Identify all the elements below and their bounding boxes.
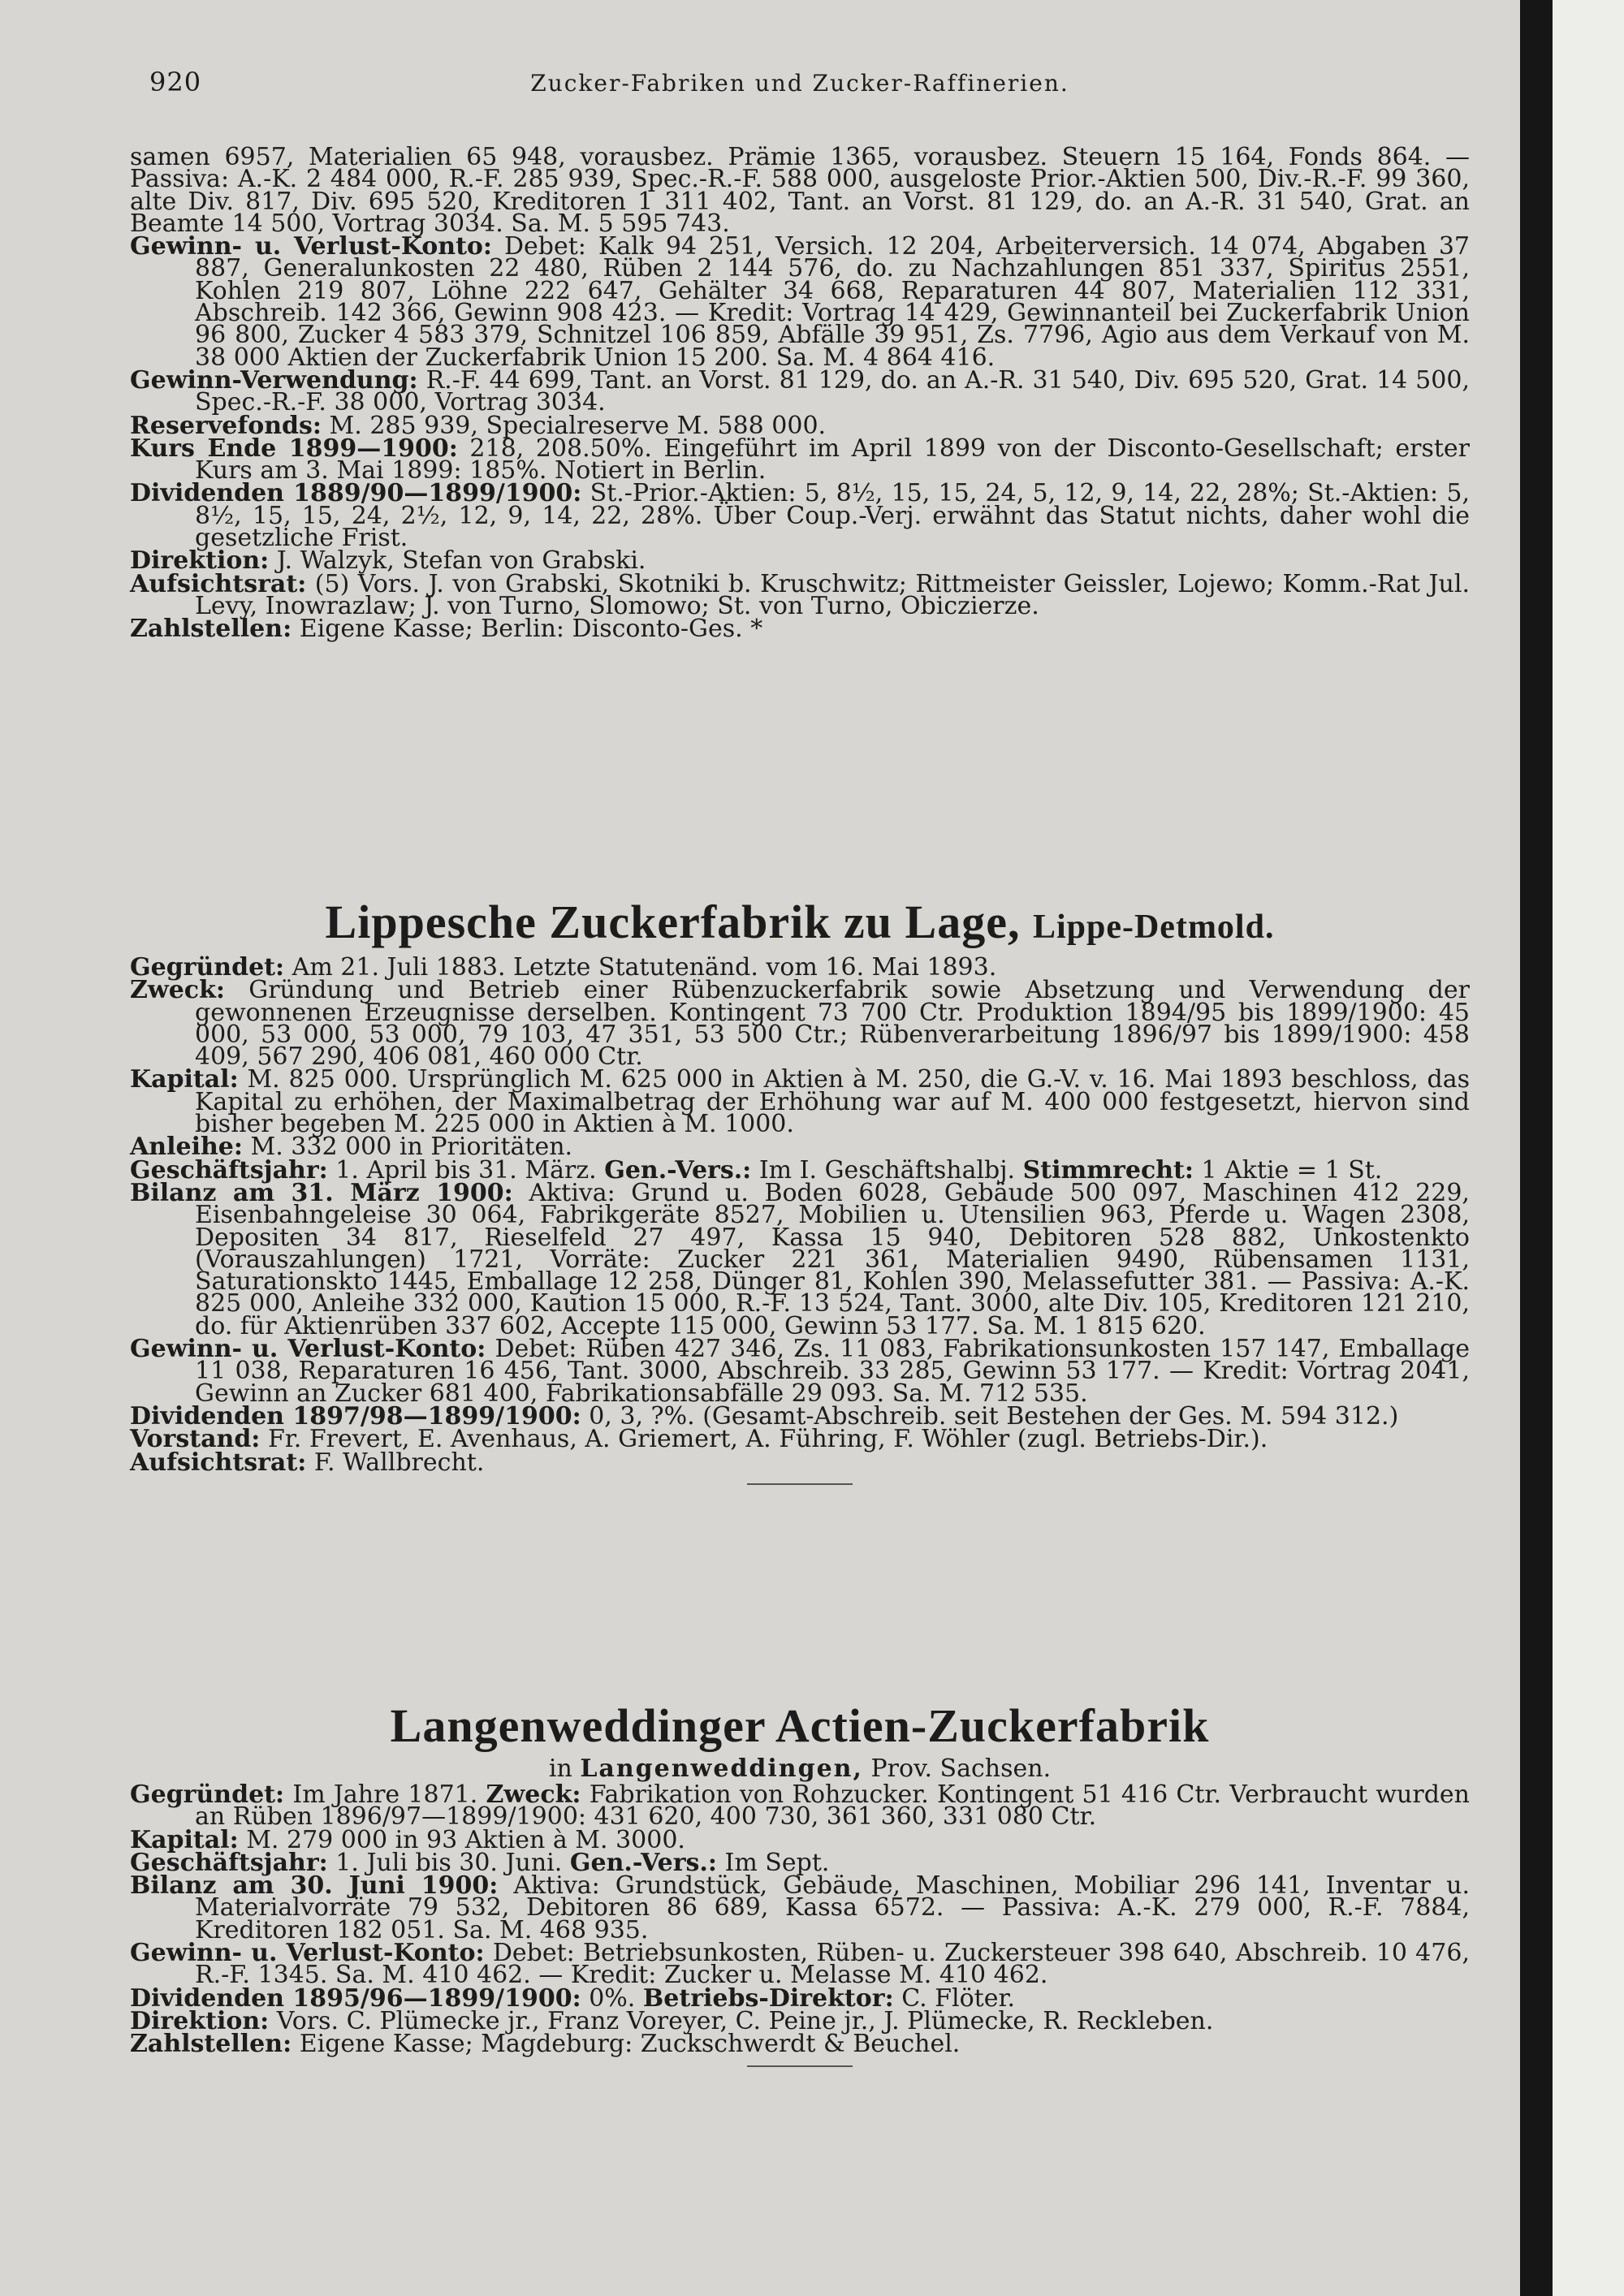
entry-reservefonds: Reservefonds: M. 285 939, Specialreserve M. 588 000. <box>130 411 827 440</box>
page-number: 920 <box>149 67 202 97</box>
entry-gewinn-verlust: Gewinn- u. Verlust-Konto: Debet: Rüben 427 346, Zs. 11 083, Fabrikationsunkosten 157 147, Emballage 11 038, Reparaturen 16 456, Tant. 3000, Abschreib. 33 285, Gewinn 53 177. — Kredit: Vortrag 2041, Gewinn an Zucker 681 400, Fabrikationsabfälle 29 093. Sa. M. 712 535. <box>130 1335 1470 1408</box>
entry-anleihe: Anleihe: M. 332 000 in Prioritäten. <box>130 1133 573 1162</box>
balance-continuation: samen 6957, Materialien 65 948, vorausbez. Prämie 1365, vorausbez. Steuern 15 164, Fonds 864. — Passiva: A.-K. 2 484 000, R.-F. 285 939, Spec.-R.-F. 588 000, ausgeloste Prior.-Aktien 500, Div.-R.-F. 99 360, alte Div. 817, Div. 695 520, Kreditoren 1 311 402, Tant. an Vorst. 81 129, do. an A.-R. 31 540, Grat. an Beamte 14 500, Vortrag 3034. Sa. M. 5 595 743. <box>130 143 1470 238</box>
entry-aufsichtsrat: Aufsichtsrat: F. Wallbrecht. <box>130 1448 485 1477</box>
entry-zweck: Zweck: Gründung und Betrieb einer Rübenzuckerfabrik sowie Absetzung und Verwendung der gewonnenen Erzeugnisse derselben. Kontingent 73 700 Ctr. Produktion 1894/95 bis 1899/1900: 45 000, 53 000, 53 000, 79 103, 47 351, 53 500 Ctr.; Rübenverarbeitung 1896/97 bis 1899/1900: 458 409, 567 290, 406 081, 460 000 Ctr. <box>130 976 1470 1072</box>
entry-direktion: Direktion: J. Walzyk, Stefan von Grabski. <box>130 546 646 576</box>
entry-direktion: Direktion: Vors. C. Plümecke jr., Franz Voreyer, C. Peine jr., J. Plümecke, R. Reckleben. <box>130 2006 1214 2035</box>
entry-bilanz: Bilanz am 30. Juni 1900: Aktiva: Grundstück, Gebäude, Maschinen, Mobiliar 296 141, Inventar u. Materialvorräte 79 532, Debitoren 86 689, Kassa 6572. — Passiva: A.-K. 279 000, R.-F. 7884, Kreditoren 182 051. Sa. M. 468 935. <box>130 1871 1471 1944</box>
company-location: in Langenweddingen, Prov. Sachsen. <box>548 1754 1052 1783</box>
entry-gewinn-verlust: Gewinn- u. Verlust-Konto: Debet: Betriebsunkosten, Rüben- u. Zuckersteuer 398 640, Abschreib. 10 476, R.-F. 1345. Sa. M. 410 462. — Kredit: Zucker u. Melasse M. 410 462. <box>130 1939 1470 1990</box>
running-header <box>130 67 1470 115</box>
entry-gegruendet: Gegründet: Im Jahre 1871. Zweck: Fabrikation von Rohzucker. Kontingent 51 416 Ctr. Verbraucht wurden an Rüben 1896/97—1899/1900: 431 620, 400 730, 361 360, 331 080 Ctr. <box>130 1780 1470 1832</box>
section-divider <box>747 1483 853 1485</box>
entry-dividenden: Dividenden 1897/98—1899/1900: 0, 3, ?%. (Gesamt-Abschreib. seit Bestehen der Ges. M. 594 312.) <box>130 1401 1399 1431</box>
entry-gewinn-verlust: Gewinn- u. Verlust-Konto: Debet: Kalk 94 251, Versich. 12 204, Arbeiterversich. 14 074, Abgaben 37 887, Generalunkosten 22 480, Rüben 2 144 576, do. zu Nachzahlungen 851 337, Spiritus 2551, Kohlen 219 807, Löhne 222 647, Gehälter 34 668, Reparaturen 44 807, Materialien 112 331, Abschreib. 142 366, Gewinn 908 423. — Kredit: Vortrag 14 429, Gewinnanteil bei Zuckerfabrik Union 96 800, Zucker 4 583 379, Schnitzel 106 859, Abfälle 39 951, Zs. 7796, Agio aus dem Verkauf von M. 38 000 Aktien der Zuckerfabrik Union 15 200. Sa. M. 4 864 416. <box>130 232 1470 372</box>
entry-geschaeftsjahr: Geschäftsjahr: 1. April bis 31. März. Gen.-Vers.: Im I. Geschäftshalbj. Stimmrecht: 1 Aktie = 1 St. <box>130 1155 1383 1185</box>
entry-aufsichtsrat: Aufsichtsrat: (5) Vors. J. von Grabski, Skotniki b. Kruschwitz; Rittmeister Geissler, Lojewo; Komm.-Rat Jul. Levy, Inowrazlaw; J. von Turno, Slomowo; St. von Turno, Obiczierze. <box>130 569 1470 620</box>
running-title: Zucker-Fabriken und Zucker-Raffinerien. <box>530 70 1069 97</box>
entry-vorstand: Vorstand: Fr. Frevert, E. Avenhaus, A. Griemert, A. Führing, F. Wöhler (zugl. Betriebs-Dir.). <box>130 1425 1268 1454</box>
entry-kapital: Kapital: M. 825 000. Ursprünglich M. 625 000 in Aktien à M. 250, die G.-V. v. 16. Mai 1893 beschloss, das Kapital zu erhöhen, der Maximalbetrag der Erhöhung war auf M. 400 000 festgesetzt, hiervon sind bisher begeben M. 225 000 in Aktien à M. 1000. <box>130 1065 1470 1139</box>
scan-margin <box>1553 0 1624 2296</box>
entry-geschaeftsjahr: Geschäftsjahr: 1. Juli bis 30. Juni. Gen.-Vers.: Im Sept. <box>130 1848 830 1877</box>
entry-kurs: Kurs Ende 1899—1900: 218, 208.50%. Eingeführt im April 1899 von der Disconto-Gesellschaft; erster Kurs am 3. Mai 1899: 185%. Notiert in Berlin. <box>130 434 1470 486</box>
entry-kapital: Kapital: M. 279 000 in 93 Aktien à M. 3000. <box>130 1825 685 1854</box>
entry-zahlstellen: Zahlstellen: Eigene Kasse; Berlin: Disconto-Ges. * <box>130 615 763 644</box>
section-langenweddinger-zuckerfabrik <box>130 1697 1470 2067</box>
page-edge-shadow <box>1520 0 1553 2296</box>
entry-dividenden: Dividenden 1895/96—1899/1900: 0%. Betriebs-Direktor: C. Flöter. <box>130 1983 1016 2013</box>
entry-gegruendet: Gegründet: Am 21. Juli 1883. Letzte Statutenänd. vom 16. Mai 1893. <box>130 953 997 982</box>
entry-zahlstellen: Zahlstellen: Eigene Kasse; Magdeburg: Zuckschwerdt & Beuchel. <box>130 2030 961 2059</box>
company-title: Langenweddinger Actien-Zuckerfabrik <box>390 1699 1210 1752</box>
company-title: Lippesche Zuckerfabrik zu Lage, Lippe-Detmold. <box>325 896 1275 948</box>
entry-gewinn-verwendung: Gewinn-Verwendung: R.-F. 44 699, Tant. an Vorst. 81 129, do. an A.-R. 31 540, Div. 695 520, Grat. 14 500, Spec.-R.-F. 38 000, Vortrag 3034. <box>130 365 1470 417</box>
entry-dividenden: Dividenden 1889/90—1899/1900: St.-Prior.-Aktien: 5, 8½, 15, 15, 24, 5, 12, 9, 14, 22, 28%; St.-Aktien: 5, 8½, 15, 15, 24, 2½, 12, 9, 14, 22, 28%. Über Coup.-Verj. erwähnt das Statut nichts, daher wohl die gesetzliche Frist. <box>130 479 1470 553</box>
section-continued-company <box>130 143 1470 644</box>
entry-bilanz: Bilanz am 31. März 1900: Aktiva: Grund u. Boden 6028, Gebäude 500 097, Maschinen 412 229, Eisenbahngeleise 30 064, Fabrikgeräte 8527, Mobilien u. Utensilien 963, Pferde u. Wagen 2308, Depositen 34 817, Rieselfeld 27 497, Kassa 15 940, Debitoren 528 882, Unkostenkto (Vorauszahlungen) 1721, Vorräte: Zucker 221 361, Materialien 9490, Rübensamen 1131, Saturationskto 1445, Emballage 12 258, Dünger 81, Kohlen 390, Melassefutter 381. — Passiva: A.-K. 825 000, Anleihe 332 000, Kaution 15 000, R.-F. 13 524, Tant. 3000, alte Div. 105, Kreditoren 121 210, do. für Aktienrüben 337 602, Accepte 115 000, Gewinn 53 177. Sa. M. 1 815 620. <box>130 1178 1470 1340</box>
section-divider <box>747 2065 853 2067</box>
section-lippesche-zuckerfabrik <box>130 893 1470 1485</box>
